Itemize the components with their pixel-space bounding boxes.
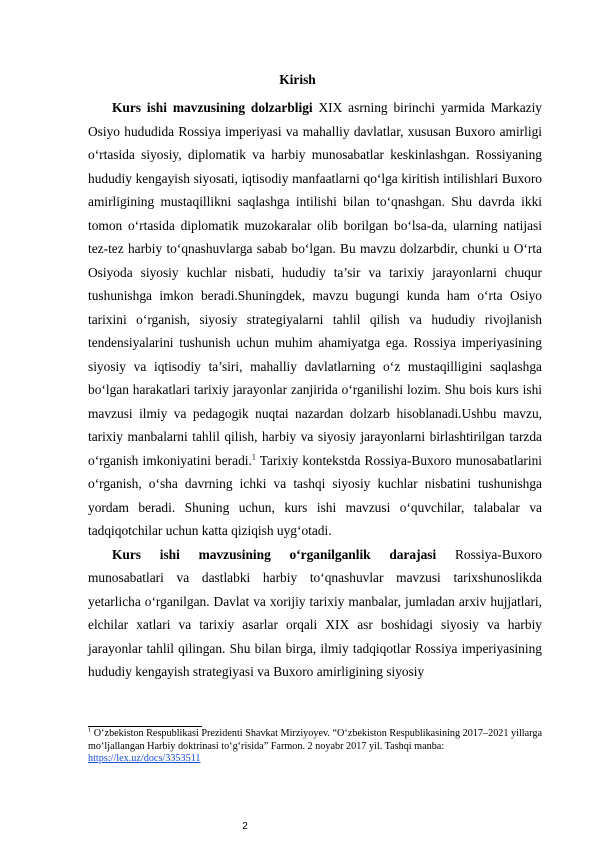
paragraph-study-level [88, 543, 542, 684]
page-number: 2 [242, 821, 248, 832]
body-text [88, 96, 542, 684]
footnote-link[interactable]: https://lex.uz/docs/3353511 [88, 753, 201, 764]
page-title: Kirish [279, 72, 316, 87]
footnote-reference[interactable]: 1 [251, 452, 256, 462]
footnote-text: O‘zbekiston Respublikasi Prezidenti Shavkat Mirziyoyev. “O‘zbekiston Respublikasining 2017–2021 yillarga mo‘ljallangan Harbiy doktrinasi to‘g‘risida” Farmon. 2 noyabr 2017 yil. Tashqi manba: [88, 728, 542, 752]
relevance-text-b: Tarixiy kontekstda Rossiya-Buxoro munosabatlarini o‘rganish, o‘sha davrning ichki va tashqi siyosiy kuchlar nisbatini tushunishga yordam beradi. Shuning uchun, kurs ishi mavzusi o‘quvchilar, talabalar va tadqiqotchilar uchun katta qiziqish uyg‘otadi. [88, 452, 542, 538]
relevance-text-a: XIX asrning birinchi yarmida Markaziy Osiyo hududida Rossiya imperiyasi va mahalliy davlatlar, xususan Buxoro amirligi o‘rtasida siyosiy, diplomatik va harbiy munosabatlar keskinlashgan. Rossiyaning hududiy kengayish siyosati, iqtisodiy manfaatlarni qo‘lga kiritish intilishlari Buxoro amirligining mustaqillikni saqlashga intilishi bilan to‘qnashgan. Shu davrda ikki tomon o‘rtasida diplomatik muzokaralar olib borilgan bo‘lsa-da, ularning natijasi tez-tez harbiy to‘qnashuvlarga sabab bo‘lgan. Bu mavzu dolzarbdir, chunki u O‘rta Osiyoda siyosiy kuchlar nisbati, hududiy ta’sir va tarixiy jarayonlarni chuqur tushunishga imkon beradi.Shuningdek, mavzu bugungi kunda ham o‘rta Osiyo tarixini o‘rganish, siyosiy strategiyalarni tahlil qilish va hududiy rivojlanish tendensiyalarini tushunish uchun muhim ahamiyatga ega. Rossiya imperiyasining siyosiy va iqtisodiy ta’siri, mahalliy davlatlarning o‘z mustaqilligini saqlashga bo‘lgan harakatlari tarixiy jarayonlar zanjirida o‘rganilishi lozim. Shu bois kurs ishi mavzusi ilmiy va pedagogik nuqtai nazardan dolzarb hisoblanadi.Ushbu mavzu, tarixiy manbalarni tahlil qilish, harbiy va siyosiy jarayonlarni birlashtirilgan tarzda o‘rganish imkoniyatini beradi. [88, 100, 542, 468]
footnote-marker: 1 [88, 726, 92, 734]
paragraph-relevance [88, 96, 542, 543]
footnote [88, 728, 548, 766]
footnote-separator [88, 726, 202, 727]
study-level-text: Rossiya-Buxoro munosabatlari va dastlabki harbiy to‘qnashuvlar mavzusi tarixshunoslikda yetarlicha o‘rganilgan. Davlat va xorijiy tarixiy manbalar, jumladan arxiv hujjatlari, elchilar xatlari va tarixiy asarlar orqali XIX asr boshidagi siyosiy va harbiy jarayonlar tahlil qilingan. Shu bilan birga, ilmiy tadqiqotlar Rossiya imperiyasining hududiy kengayish strategiyasi va Buxoro amirligining siyosiy [88, 546, 542, 679]
relevance-heading: Kurs ishi mavzusining dolzarbligi [112, 100, 313, 115]
study-level-heading: Kurs ishi mavzusining o‘rganilganlik darajasi [112, 546, 437, 562]
